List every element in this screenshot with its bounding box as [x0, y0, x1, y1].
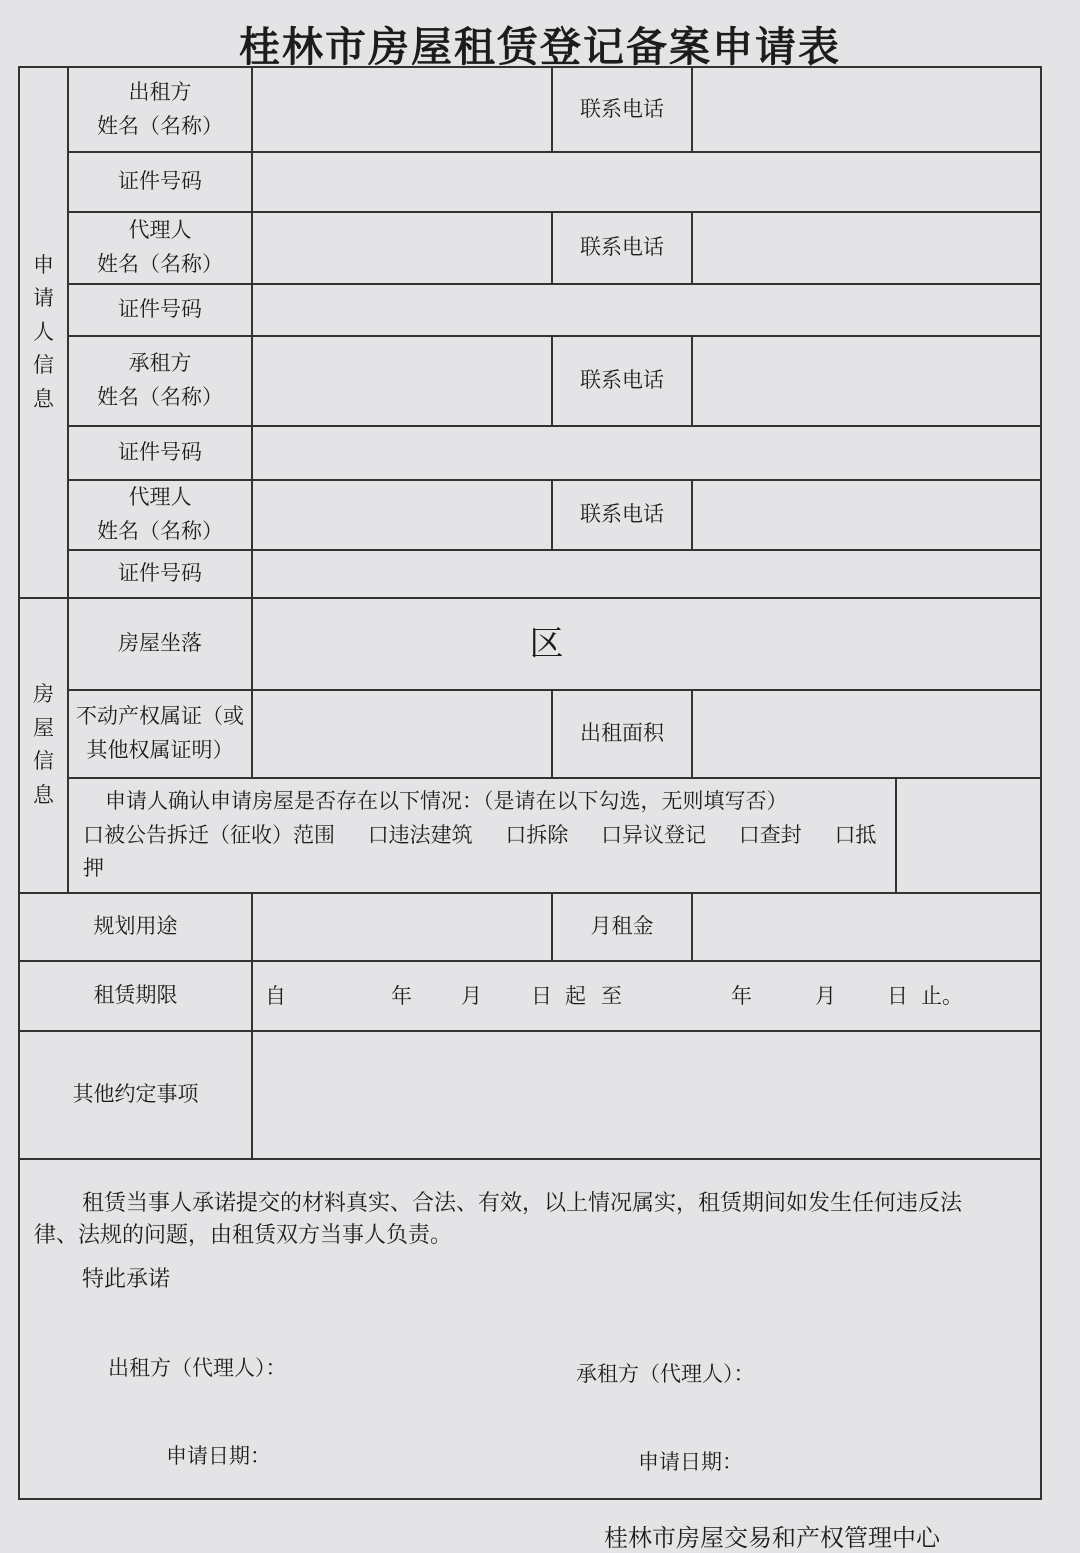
- option-demolish[interactable]: 口拆除: [505, 822, 569, 847]
- purpose-row: [20, 893, 1040, 961]
- lessor-agent-row: [20, 212, 1040, 284]
- lessor-agent-phone-label: 联系电话: [552, 212, 692, 284]
- section-applicant-info: 申 请 人 信 息: [20, 68, 68, 598]
- lessor-date-label: 申请日期：: [166, 1444, 271, 1468]
- lessee-agent-phone-field[interactable]: [692, 480, 1040, 550]
- location-row: [20, 598, 1040, 690]
- certificate-row: [20, 690, 1040, 778]
- form-frame: [18, 66, 1042, 1500]
- lessor-id-row: [20, 152, 1040, 212]
- lessor-name-row: [20, 68, 1040, 152]
- lease-from: 自: [265, 983, 286, 1008]
- lessee-signature-label: 承租方（代理人）：: [576, 1362, 755, 1386]
- lease-end-day: 日: [887, 983, 908, 1008]
- lessee-date-label: 申请日期：: [638, 1450, 743, 1474]
- lease-start-word: 起: [565, 983, 586, 1008]
- option-objection-registration[interactable]: 口异议登记: [601, 822, 707, 847]
- certificate-label: 不动产权属证（或 其他权属证明）: [68, 690, 252, 778]
- lessee-agent-id-field[interactable]: [252, 550, 1040, 598]
- purpose-field[interactable]: [252, 893, 552, 961]
- lessee-name-field[interactable]: [252, 336, 552, 426]
- lease-end-year: 年: [731, 983, 752, 1008]
- pledge-closing: 特此承诺: [82, 1267, 171, 1292]
- form-title: 桂林市房屋租赁登记备案申请表: [239, 23, 841, 71]
- option-mortgage[interactable]: 口抵押: [83, 822, 877, 881]
- other-terms-label: 其他约定事项: [20, 1031, 252, 1159]
- status-options: [83, 819, 885, 886]
- lessor-id-label: 证件号码: [68, 152, 252, 212]
- lessee-agent-label: 代理人 姓名（名称）: [68, 480, 252, 550]
- lessor-id-field[interactable]: [252, 152, 1040, 212]
- lease-start-year: 年: [391, 983, 412, 1008]
- issuing-authority: 桂林市房屋交易和产权管理中心: [604, 1524, 940, 1552]
- confirm-row: [20, 778, 1040, 893]
- purpose-label: 规划用途: [20, 893, 252, 961]
- other-terms-field[interactable]: [252, 1031, 1040, 1159]
- house-status-checklist: [68, 778, 896, 893]
- lease-start-day: 日: [531, 983, 552, 1008]
- lessor-agent-id-field[interactable]: [252, 284, 1040, 336]
- lease-end-month: 月: [815, 983, 836, 1008]
- lease-to: 至: [601, 983, 622, 1008]
- lessor-name-field[interactable]: [252, 68, 552, 152]
- lessor-agent-id-row: [20, 284, 1040, 336]
- location-field[interactable]: [252, 598, 1040, 690]
- lessee-agent-phone-label: 联系电话: [552, 480, 692, 550]
- location-label: 房屋坐落: [68, 598, 252, 690]
- lessee-phone-label: 联系电话: [552, 336, 692, 426]
- lessor-name-label: 出租方 姓名（名称）: [68, 68, 252, 152]
- lessee-phone-field[interactable]: [692, 336, 1040, 426]
- lessee-agent-id-row: [20, 550, 1040, 598]
- lessor-agent-field[interactable]: [252, 212, 552, 284]
- certificate-field[interactable]: [252, 690, 552, 778]
- pledge-text: 租赁当事人承诺提交的材料真实、合法、有效，以上情况属实，租赁期间如发生任何违反法 律、法规的问题，由租赁双方当事人负责。 特此承诺: [34, 1188, 1032, 1296]
- lessor-agent-id-label: 证件号码: [68, 284, 252, 336]
- lessor-signature-label: 出租方（代理人）：: [108, 1356, 287, 1380]
- district-label: 区: [529, 623, 564, 664]
- confirm-answer-field[interactable]: [896, 778, 1040, 893]
- rent-field[interactable]: [692, 893, 1040, 961]
- lessee-name-label: 承租方 姓名（名称）: [68, 336, 252, 426]
- lessor-agent-label: 代理人 姓名（名称）: [68, 212, 252, 284]
- lessor-phone-label: 联系电话: [552, 68, 692, 152]
- option-demolition-scope[interactable]: 口被公告拆迁（征收）范围: [83, 822, 335, 847]
- lease-start-month: 月: [461, 983, 482, 1008]
- lessee-id-row: [20, 426, 1040, 480]
- lessee-id-label: 证件号码: [68, 426, 252, 480]
- lease-period-label: 租赁期限: [20, 961, 252, 1031]
- confirm-question: 申请人确认申请房屋是否存在以下情况：（是请在以下勾选，无则填写否）: [105, 789, 788, 813]
- lessor-phone-field[interactable]: [692, 68, 1040, 152]
- other-terms-row: [20, 1031, 1040, 1159]
- lease-period-field[interactable]: [252, 961, 1040, 1031]
- area-field[interactable]: [692, 690, 1040, 778]
- section-house-info: 房 屋 信 息: [20, 598, 68, 893]
- area-label: 出租面积: [552, 690, 692, 778]
- lessee-agent-row: [20, 480, 1040, 550]
- option-seizure[interactable]: 口查封: [738, 822, 802, 847]
- lessee-id-field[interactable]: [252, 426, 1040, 480]
- lease-period-row: [20, 961, 1040, 1031]
- lessor-agent-phone-field[interactable]: [692, 212, 1040, 284]
- application-table: [20, 68, 1040, 1160]
- lessee-agent-id-label: 证件号码: [68, 550, 252, 598]
- lessee-agent-field[interactable]: [252, 480, 552, 550]
- lessee-name-row: [20, 336, 1040, 426]
- lease-end-word: 止。: [921, 983, 963, 1008]
- rent-label: 月租金: [552, 893, 692, 961]
- option-illegal-building[interactable]: 口违法建筑: [367, 822, 473, 847]
